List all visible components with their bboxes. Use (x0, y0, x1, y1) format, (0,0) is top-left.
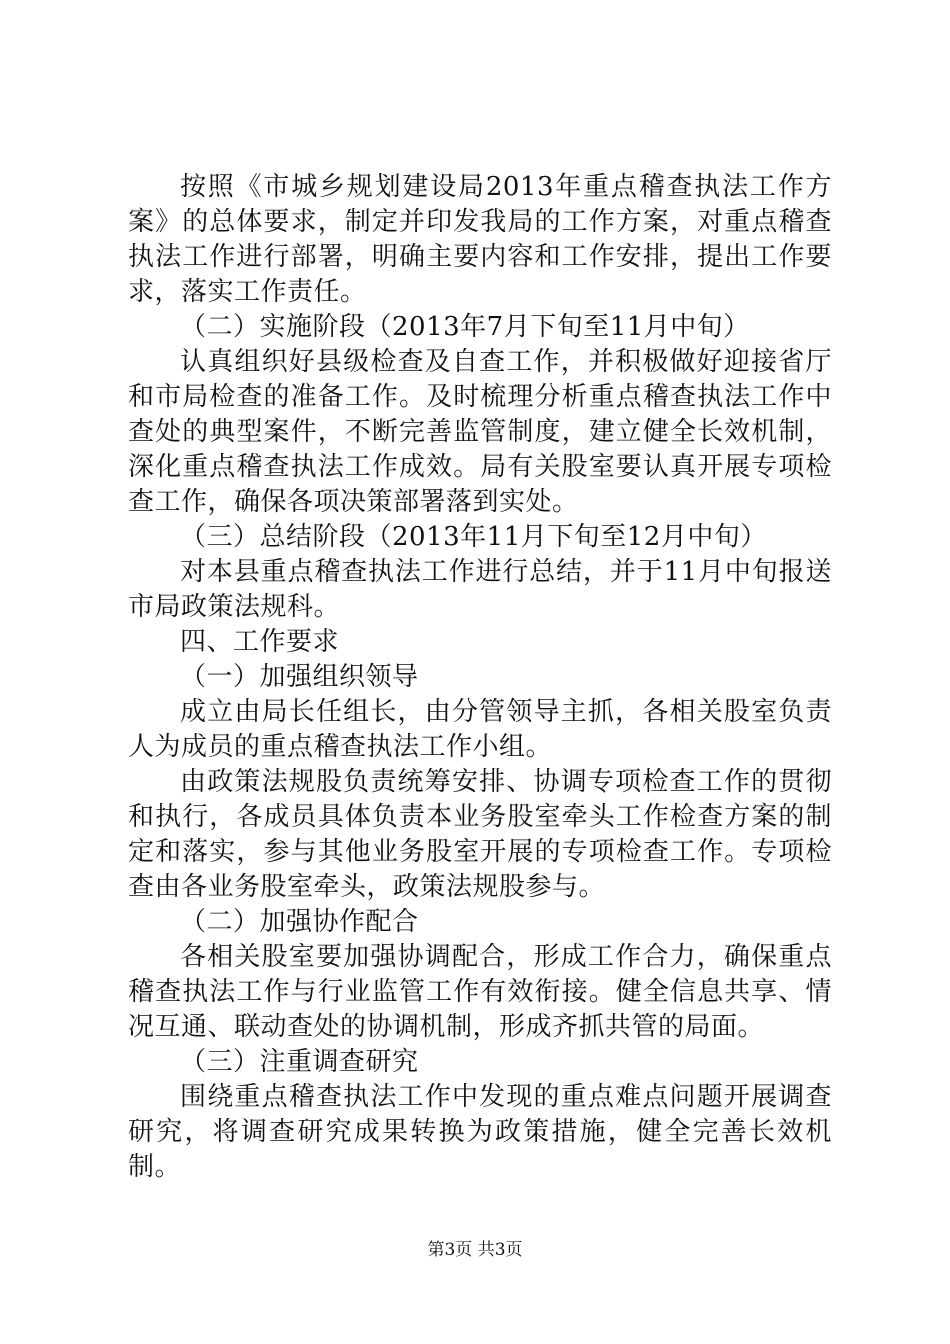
paragraph-coordination-duties: 由政策法规股负责统筹安排、协调专项检查工作的贯彻和执行，各成员具体负责本业务股室牵头工作检查方案的制定和落实，参与其他业务股室开展的专项检查工作。专项检查由各业务股室牵头，政策法规股参与。 (128, 767, 832, 902)
heading-research: （三）注重调查研究 (180, 1047, 419, 1077)
page-footer: 第3页 共3页 (427, 1240, 523, 1260)
heading-work-requirements: 四、工作要求 (180, 627, 340, 657)
document-body (128, 170, 832, 1185)
paragraph-cooperation: 各相关股室要加强协调配合，形成工作合力，确保重点稽查执法工作与行业监管工作有效衔接。健全信息共享、情况互通、联动查处的协调机制，形成齐抓共管的局面。 (128, 942, 832, 1042)
paragraph-summary: 对本县重点稽查执法工作进行总结，并于11月中旬报送市局政策法规科。 (128, 557, 832, 622)
paragraph-working-group: 成立由局长任组长，由分管领导主抓，各相关股室负责人为成员的重点稽查执法工作小组。 (128, 697, 832, 762)
paragraph-research: 围绕重点稽查执法工作中发现的重点难点问题开展调查研究，将调查研究成果转换为政策措施，健全完善长效机制。 (128, 1082, 832, 1182)
paragraph-plan-requirements: 按照《市城乡规划建设局2013年重点稽查执法工作方案》的总体要求，制定并印发我局的工作方案，对重点稽查执法工作进行部署，明确主要内容和工作安排，提出工作要求，落实工作责任。 (128, 172, 832, 307)
heading-organization-leadership: （一）加强组织领导 (180, 662, 419, 692)
paragraph-implementation: 认真组织好县级检查及自查工作，并积极做好迎接省厅和市局检查的准备工作。及时梳理分析重点稽查执法工作中查处的典型案件，不断完善监管制度，建立健全长效机制，深化重点稽查执法工作成效。局有关股室要认真开展专项检查工作，确保各项决策部署落到实处。 (128, 347, 832, 517)
heading-cooperation: （二）加强协作配合 (180, 907, 419, 937)
heading-summary-stage: （三）总结阶段（2013年11月下旬至12月中旬） (180, 522, 767, 552)
heading-implementation-stage: （二）实施阶段（2013年7月下旬至11月中旬） (180, 312, 750, 342)
